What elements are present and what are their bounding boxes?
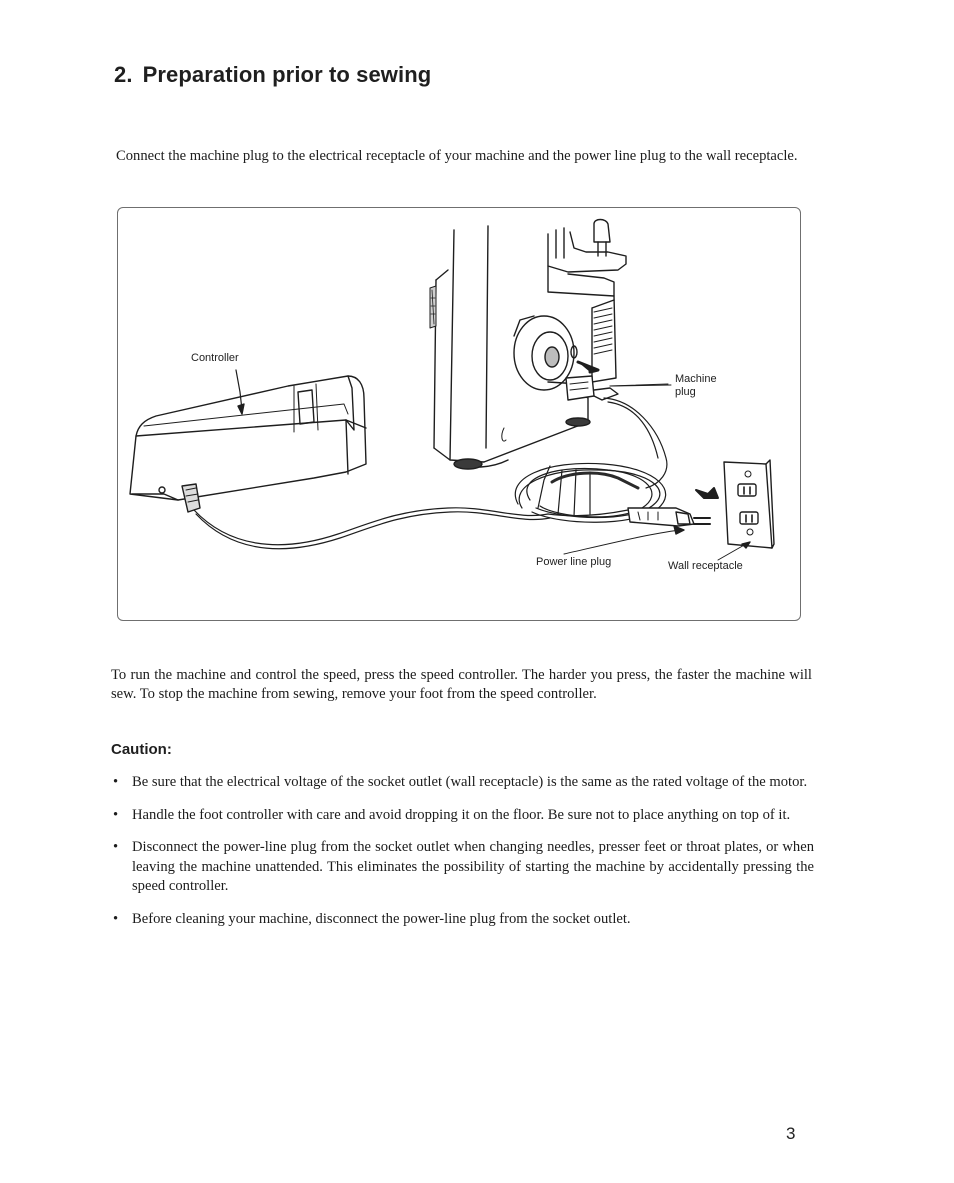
page-number: 3 bbox=[786, 1124, 796, 1143]
sewing-machine bbox=[430, 220, 626, 470]
caution-item-text: Handle the foot controller with care and avoid dropping it on the floor. Be sure not to place anything on top of it. bbox=[132, 806, 791, 823]
section-title: Preparation prior to sewing bbox=[142, 62, 432, 87]
caution-item-text: Before cleaning your machine, disconnect the power-line plug from the socket outlet. bbox=[132, 910, 631, 927]
connection-illustration bbox=[117, 207, 801, 621]
wall-receptacle bbox=[718, 460, 774, 560]
machine-plug-pointer bbox=[610, 385, 671, 386]
bullet-icon: • bbox=[113, 910, 119, 927]
foot-controller bbox=[130, 370, 366, 512]
machine-plug-label-line1: Machine bbox=[675, 373, 717, 385]
section-heading bbox=[114, 62, 431, 88]
caution-item bbox=[111, 910, 814, 930]
caution-list bbox=[111, 773, 814, 942]
machine-plug-label-line2: plug bbox=[675, 386, 696, 398]
machine-plug-label bbox=[675, 373, 735, 399]
machine-plug bbox=[566, 362, 668, 400]
bullet-icon: • bbox=[113, 774, 119, 790]
caution-item bbox=[111, 838, 814, 897]
caution-item-text: Disconnect the power-line plug from the socket outlet when changing needles, presser feet or throat plates, or when leaving the machine unattended. This eliminates the possibility of starting the machine by accidentally pressing the speed controller. bbox=[132, 839, 814, 894]
caution-heading: Caution: bbox=[111, 741, 172, 758]
bullet-icon: • bbox=[113, 839, 119, 855]
controller-label: Controller bbox=[191, 352, 239, 364]
power-line-plug bbox=[564, 488, 718, 554]
section-number: 2. bbox=[114, 62, 133, 87]
caution-item bbox=[111, 806, 814, 826]
power-line-plug-label: Power line plug bbox=[536, 556, 612, 568]
bullet-icon: • bbox=[113, 806, 119, 823]
wall-receptacle-label: Wall receptacle bbox=[668, 560, 743, 572]
caution-item bbox=[111, 773, 814, 793]
operation-paragraph: To run the machine and control the speed, press the speed controller. The harder you press, the faster the machine will sew. To stop the machine from sewing, remove your foot from the speed controller. bbox=[111, 667, 812, 702]
caution-item-text: Be sure that the electrical voltage of the socket outlet (wall receptacle) is the same as the rated voltage of the motor. bbox=[132, 774, 808, 790]
intro-paragraph: Connect the machine plug to the electrical receptacle of your machine and the power line plug to the wall receptacle. bbox=[116, 148, 798, 164]
